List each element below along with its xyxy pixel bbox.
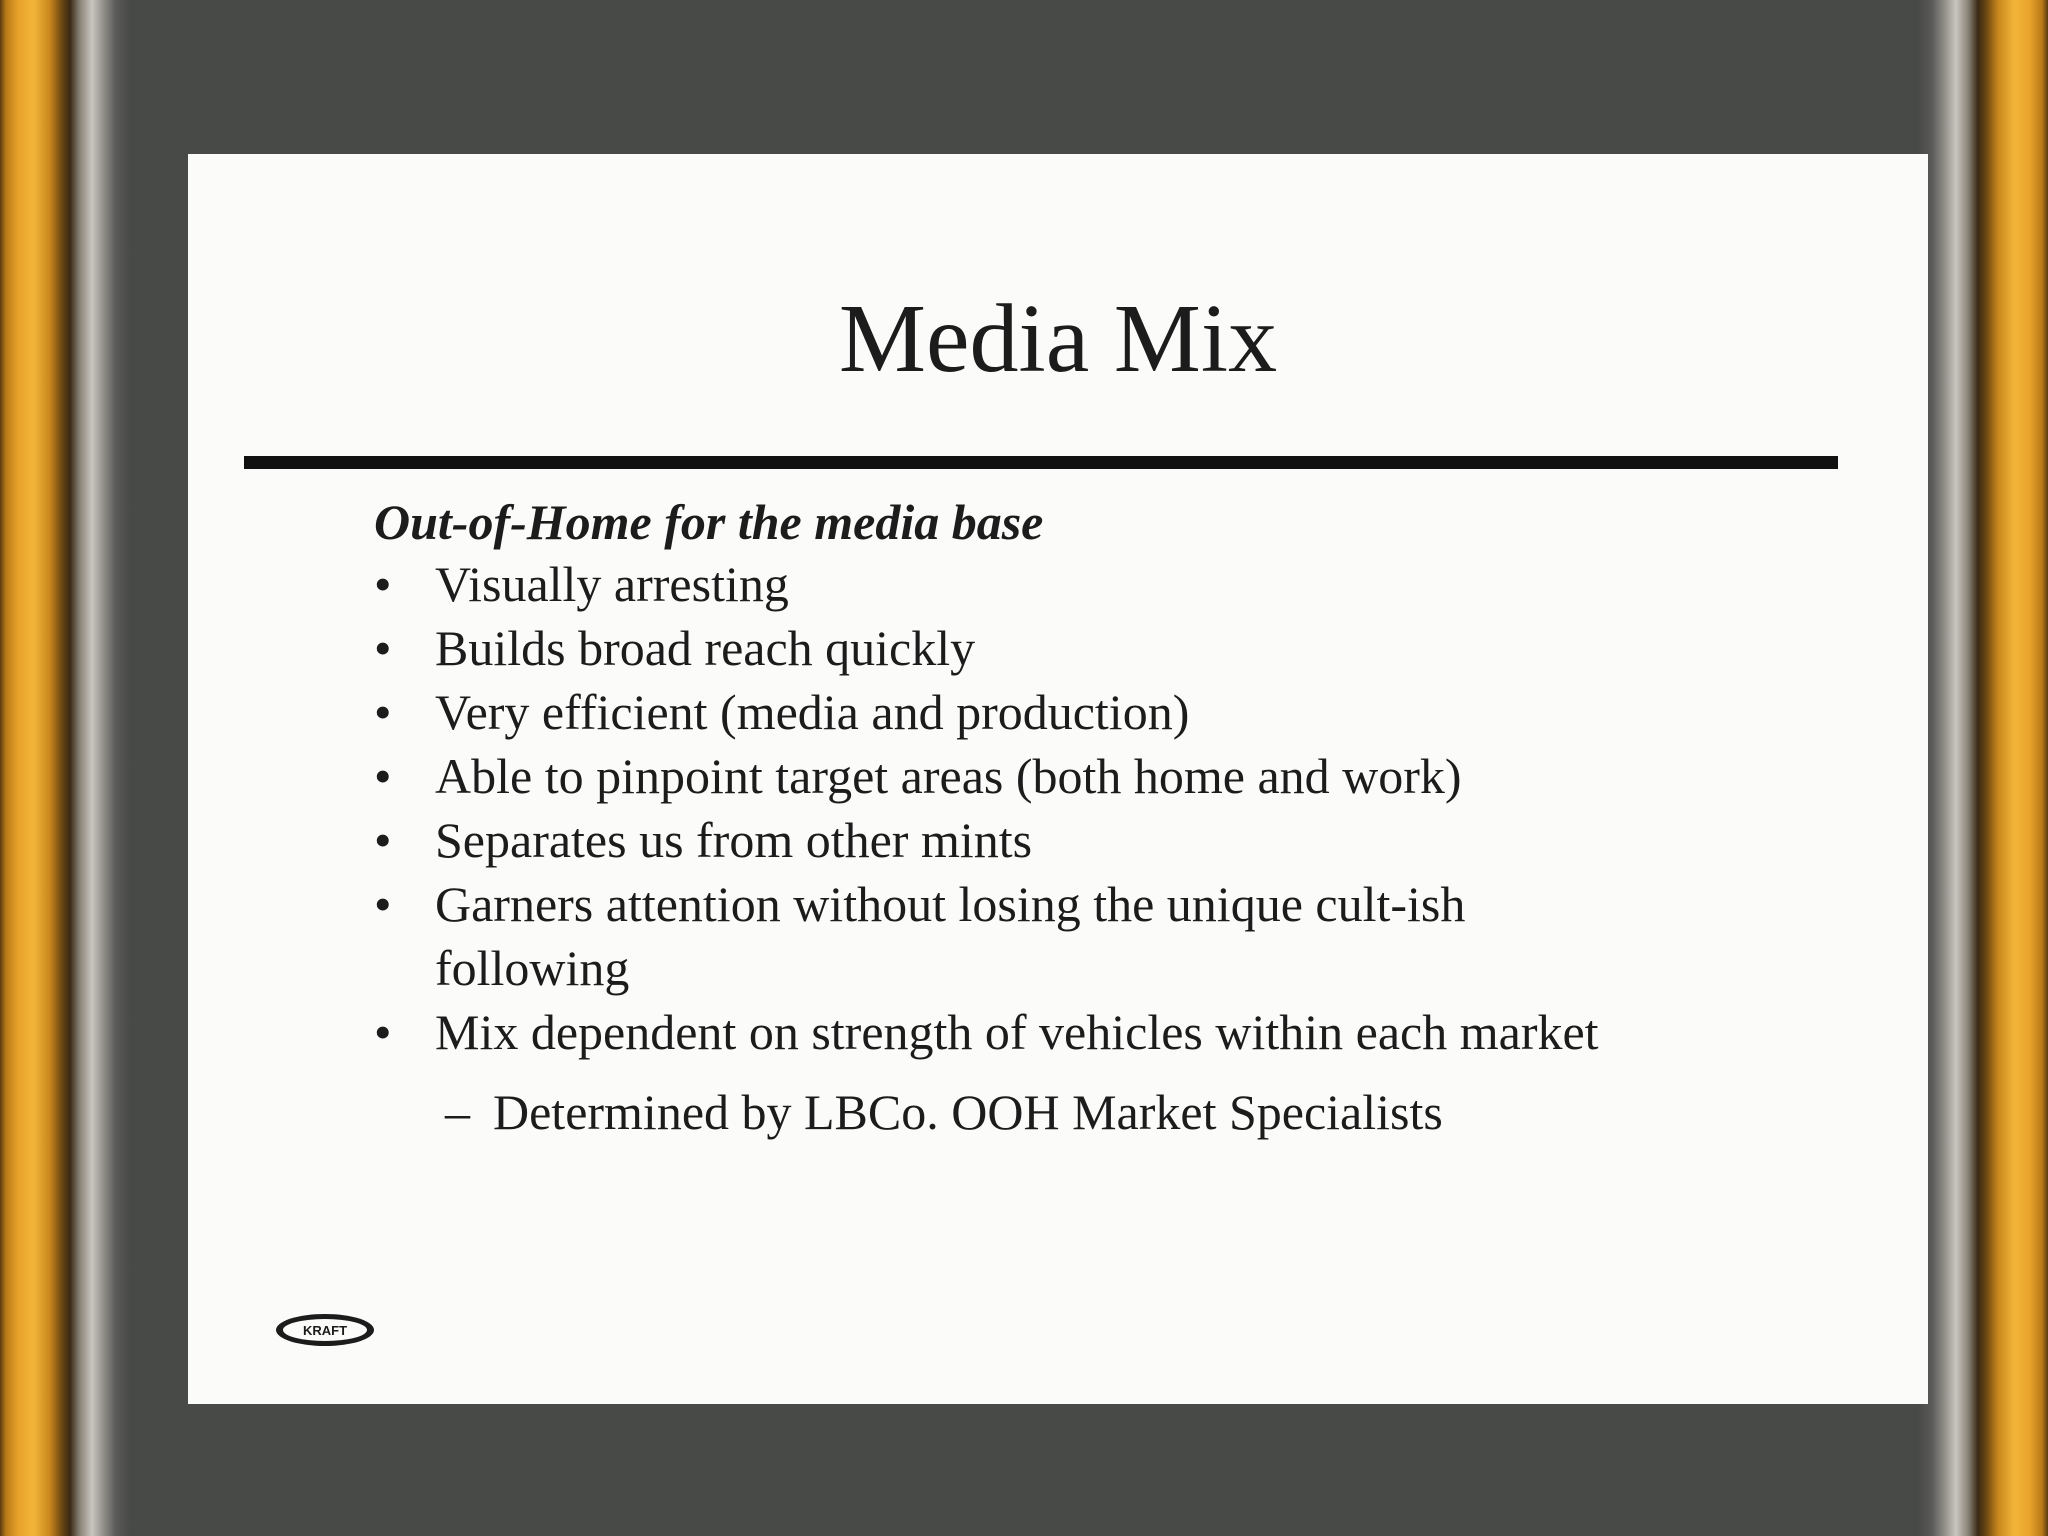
bullet-marker: •	[374, 684, 392, 740]
bullet-marker: •	[374, 876, 392, 932]
bullet-marker: •	[374, 1004, 392, 1060]
bullet-marker: •	[374, 748, 392, 804]
title-divider	[244, 456, 1838, 469]
bullet-marker: •	[374, 620, 392, 676]
frame-border-left	[0, 0, 130, 1536]
bullet-item	[374, 744, 1794, 808]
bullet-text: Mix dependent on strength of vehicles within each market	[435, 1004, 1599, 1060]
bullet-text: Very efficient (media and production)	[435, 684, 1190, 740]
frame-border-right	[1918, 0, 2048, 1536]
bullet-text: Able to pinpoint target areas (both home and work)	[435, 748, 1462, 804]
bullet-item	[374, 1000, 1794, 1064]
kraft-logo-text: KRAFT	[302, 1323, 348, 1338]
bullet-item	[374, 680, 1794, 744]
bullet-text: Visually arresting	[435, 556, 789, 612]
bullet-text: Separates us from other mints	[435, 812, 1033, 868]
bullet-list	[374, 552, 1794, 1064]
sub-bullet-text: Determined by LBCo. OOH Market Specialists	[493, 1084, 1443, 1140]
slide-subtitle: Out-of-Home for the media base	[374, 494, 1044, 550]
bullet-item	[374, 616, 1794, 680]
sub-bullet-item	[445, 1080, 1443, 1144]
bullet-item	[374, 808, 1794, 872]
bullet-item	[374, 552, 1794, 616]
bullet-marker: •	[374, 556, 392, 612]
bullet-text: Garners attention without losing the unique cult-ish following	[435, 876, 1466, 996]
bullet-text: Builds broad reach quickly	[435, 620, 976, 676]
bullet-marker: •	[374, 812, 392, 868]
slide-title: Media Mix	[838, 285, 1278, 393]
slide	[188, 154, 1928, 1404]
sub-bullet-marker: –	[445, 1084, 470, 1140]
bullet-item	[374, 872, 1615, 1000]
kraft-logo	[274, 1312, 376, 1348]
